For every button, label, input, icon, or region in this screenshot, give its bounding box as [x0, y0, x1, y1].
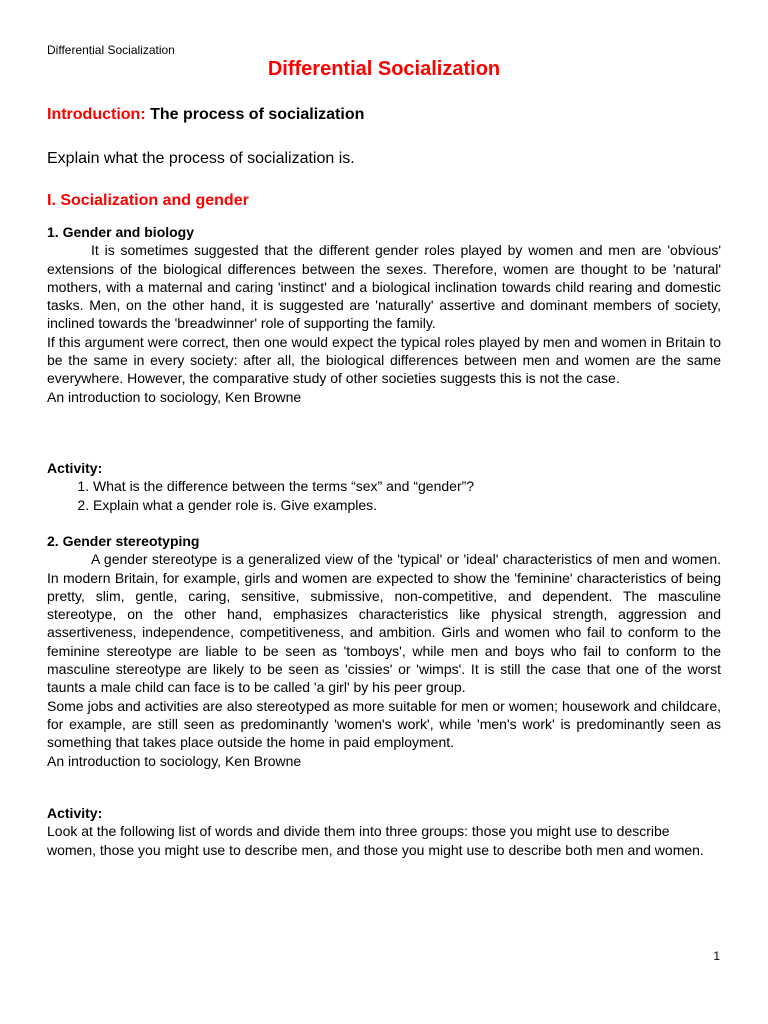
gender-stereotyping-heading: 2. Gender stereotyping: [47, 533, 200, 549]
gender-biology-section: [47, 223, 721, 406]
document-title: Differential Socialization: [267, 58, 501, 80]
gender-biology-paragraph-2: If this argument were correct, then one would expect the typical roles played by men and women in Britain to be the same in every society: after all, the biological differences between men and women are the same everywhere. However, the comparative study of other societies suggests this is not the case.: [47, 333, 721, 387]
activity-2-text: Look at the following list of words and divide them into three groups: those you might use to describe women, those you might use to describe men, and those you might use to describe both men and women.: [47, 823, 704, 858]
page-number: 1: [713, 949, 720, 963]
activity-2-heading: Activity:: [47, 805, 103, 821]
list-item: 2. Explain what a gender role is. Give examples.: [93, 496, 721, 514]
list-item: 1. What is the difference between the terms “sex” and “gender”?: [93, 477, 721, 495]
introduction-heading: [47, 106, 364, 124]
gender-stereotyping-section: [47, 532, 721, 770]
gender-stereotyping-citation: An introduction to sociology, Ken Browne: [47, 752, 302, 769]
gender-biology-paragraph-1: It is sometimes suggested that the different gender roles played by women and men are 'obvious' extensions of the biological differences between the sexes. Therefore, women are thought to be 'natural' mothers, with a maternal and caring 'instinct' and a biological inclination towards child rearing and domestic tasks. Men, on the other hand, it is suggested are 'naturally' assertive and dominant members of society, inclined towards the 'breadwinner' role of supporting the family.: [47, 242, 721, 332]
gender-stereotyping-paragraph-2: Some jobs and activities are also stereotyped as more suitable for men or women; housework and childcare, for example, are still seen as predominantly 'women's work', while 'men's work' is predominantly seen as something that takes place outside the home in paid employment.: [47, 697, 721, 751]
running-header: Differential Socialization: [47, 43, 175, 57]
gender-stereotyping-paragraph-1: A gender stereotype is a generalized view of the 'typical' or 'ideal' characteristics of men and women. In modern Britain, for example, girls and women are expected to show the 'feminine' characteristics of being pretty, slim, gentle, caring, sensitive, submissive, non-competitive, and dependent. The masculine stereotype, on the other hand, emphasizes characteristics like physical strength, aggression and assertiveness, independence, competitiveness, and ambition. Girls and women who fail to conform to the feminine stereotype are liable to be seen as 'tomboys', while men and boys who fail to conform to the masculine stereotype are likely to be seen as 'cissies' or 'wimps'. It is still the case that one of the worst taunts a male child can face is to be called 'a girl' by his peer group.: [47, 551, 721, 696]
section-heading: I. Socialization and gender: [47, 192, 249, 209]
introduction-label: Introduction:: [47, 106, 146, 123]
activity-1-list: [47, 477, 721, 514]
gender-biology-heading: 1. Gender and biology: [47, 224, 195, 240]
explain-prompt: Explain what the process of socialization is.: [47, 150, 355, 167]
introduction-text: The process of socialization: [150, 106, 365, 123]
activity-2-section: [47, 804, 721, 859]
activity-1-section: [47, 459, 721, 514]
activity-1-heading: Activity:: [47, 460, 103, 476]
gender-biology-citation: An introduction to sociology, Ken Browne: [47, 388, 302, 405]
